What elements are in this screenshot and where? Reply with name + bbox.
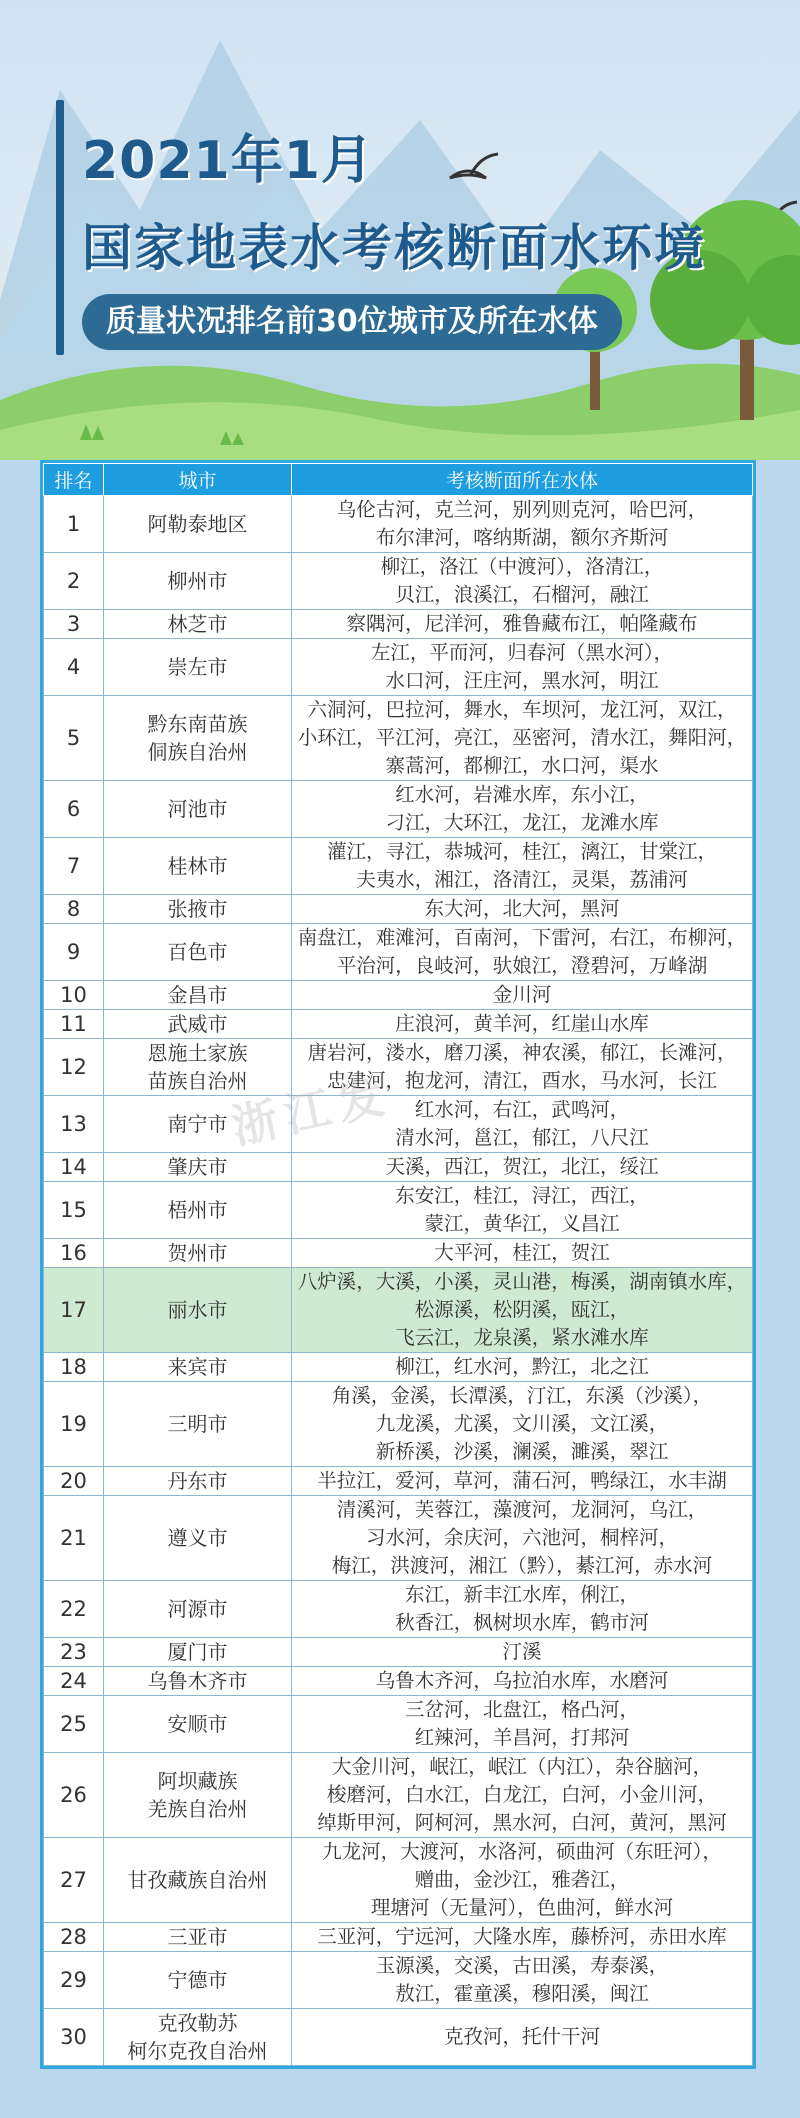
table-row xyxy=(44,610,753,639)
rank-cell: 24 xyxy=(44,1667,104,1696)
city-cell: 武威市 xyxy=(104,1010,292,1039)
city-cell: 三亚市 xyxy=(104,1923,292,1952)
city-cell: 丹东市 xyxy=(104,1467,292,1496)
title-accent-bar xyxy=(56,100,64,355)
rank-cell: 18 xyxy=(44,1353,104,1382)
city-cell: 遵义市 xyxy=(104,1496,292,1581)
water-body-cell: 三岔河，北盘江，格凸河， 红辣河，羊昌河，打邦河 xyxy=(292,1696,753,1753)
rank-cell: 9 xyxy=(44,924,104,981)
water-body-cell: 红水河，右江，武鸣河， 清水河，邕江，郁江，八尺江 xyxy=(292,1096,753,1153)
table-row xyxy=(44,1496,753,1581)
table-row xyxy=(44,1268,753,1353)
table-row xyxy=(44,895,753,924)
table-row xyxy=(44,1667,753,1696)
city-cell: 乌鲁木齐市 xyxy=(104,1667,292,1696)
city-cell: 厦门市 xyxy=(104,1638,292,1667)
rank-cell: 29 xyxy=(44,1952,104,2009)
rank-cell: 5 xyxy=(44,696,104,781)
water-body-cell: 庄浪河，黄羊河，红崖山水库 xyxy=(292,1010,753,1039)
water-body-cell: 东大河，北大河，黑河 xyxy=(292,895,753,924)
table-row xyxy=(44,1923,753,1952)
water-body-cell: 大平河，桂江，贺江 xyxy=(292,1239,753,1268)
water-body-cell: 柳江，红水河，黔江，北之江 xyxy=(292,1353,753,1382)
water-body-cell: 天溪，西江，贺江，北江，绥江 xyxy=(292,1153,753,1182)
water-body-cell: 唐岩河，溇水，磨刀溪，神农溪，郁江，长滩河， 忠建河，抱龙河，清江，酉水，马水河，长江 xyxy=(292,1039,753,1096)
rank-cell: 23 xyxy=(44,1638,104,1667)
water-body-cell: 大金川河，岷江，岷江（内江），杂谷脑河， 梭磨河，白水江，白龙江，白河，小金川河， 绰斯甲河，阿柯河，黑水河，白河，黄河，黑河 xyxy=(292,1753,753,1838)
rank-cell: 25 xyxy=(44,1696,104,1753)
table-row xyxy=(44,781,753,838)
rank-cell: 4 xyxy=(44,639,104,696)
rank-cell: 3 xyxy=(44,610,104,639)
rank-cell: 22 xyxy=(44,1581,104,1638)
header-rank: 排名 xyxy=(44,464,104,496)
rank-cell: 2 xyxy=(44,553,104,610)
city-cell: 恩施土家族 苗族自治州 xyxy=(104,1039,292,1096)
rank-cell: 30 xyxy=(44,2009,104,2066)
rank-cell: 14 xyxy=(44,1153,104,1182)
table-row xyxy=(44,1153,753,1182)
water-body-cell: 克孜河，托什干河 xyxy=(292,2009,753,2066)
city-cell: 百色市 xyxy=(104,924,292,981)
rank-cell: 26 xyxy=(44,1753,104,1838)
table-row xyxy=(44,924,753,981)
table-row xyxy=(44,1838,753,1923)
water-body-cell: 八炉溪，大溪，小溪，灵山港，梅溪，湖南镇水库， 松源溪，松阴溪，瓯江， 飞云江，龙泉溪，紧水滩水库 xyxy=(292,1268,753,1353)
table-row xyxy=(44,696,753,781)
table-row xyxy=(44,1753,753,1838)
city-cell: 甘孜藏族自治州 xyxy=(104,1838,292,1923)
city-cell: 宁德市 xyxy=(104,1952,292,2009)
water-body-cell: 南盘江，难滩河，百南河，下雷河，右江，布柳河， 平治河，良岐河，驮娘江，澄碧河，万峰湖 xyxy=(292,924,753,981)
rank-cell: 16 xyxy=(44,1239,104,1268)
city-cell: 河源市 xyxy=(104,1581,292,1638)
rank-cell: 27 xyxy=(44,1838,104,1923)
city-cell: 河池市 xyxy=(104,781,292,838)
water-body-cell: 乌鲁木齐河，乌拉泊水库，水磨河 xyxy=(292,1667,753,1696)
water-body-cell: 金川河 xyxy=(292,981,753,1010)
water-body-cell: 红水河，岩滩水库，东小江， 刁江，大环江，龙江，龙滩水库 xyxy=(292,781,753,838)
city-cell: 桂林市 xyxy=(104,838,292,895)
rank-cell: 10 xyxy=(44,981,104,1010)
table-header-row xyxy=(44,464,753,496)
watermark: 浙江发 xyxy=(226,1067,397,1155)
city-cell: 崇左市 xyxy=(104,639,292,696)
city-cell: 柳州市 xyxy=(104,553,292,610)
table-row xyxy=(44,2009,753,2066)
city-cell: 金昌市 xyxy=(104,981,292,1010)
table-row xyxy=(44,553,753,610)
table-row xyxy=(44,1382,753,1467)
city-cell: 黔东南苗族 侗族自治州 xyxy=(104,696,292,781)
table-row xyxy=(44,1353,753,1382)
header-water: 考核断面所在水体 xyxy=(292,464,753,496)
page-subtitle: 质量状况排名前30位城市及所在水体 xyxy=(82,294,622,350)
water-body-cell: 左江，平而河，归春河（黑水河）， 水口河，汪庄河，黑水河，明江 xyxy=(292,639,753,696)
water-body-cell: 六洞河，巴拉河，舞水，车坝河，龙江河，双江， 小环江，平江河，亮江，巫密河，清水江，舞阳河， 寨蒿河，都柳江，水口河，渠水 xyxy=(292,696,753,781)
table-row xyxy=(44,1467,753,1496)
city-cell: 克孜勒苏 柯尔克孜自治州 xyxy=(104,2009,292,2066)
city-cell: 阿勒泰地区 xyxy=(104,496,292,553)
rank-cell: 19 xyxy=(44,1382,104,1467)
water-body-cell: 东安江，桂江，浔江，西江， 蒙江，黄华江，义昌江 xyxy=(292,1182,753,1239)
rank-cell: 17 xyxy=(44,1268,104,1353)
city-cell: 肇庆市 xyxy=(104,1153,292,1182)
rank-cell: 1 xyxy=(44,496,104,553)
city-cell: 梧州市 xyxy=(104,1182,292,1239)
rank-cell: 15 xyxy=(44,1182,104,1239)
rank-cell: 7 xyxy=(44,838,104,895)
table-row xyxy=(44,1952,753,2009)
table-row xyxy=(44,1696,753,1753)
water-body-cell: 九龙河，大渡河，水洛河，硕曲河（东旺河）， 赠曲，金沙江，雅砻江， 理塘河（无量河），色曲河，鲜水河 xyxy=(292,1838,753,1923)
ranking-table-container xyxy=(40,460,756,2069)
table-body xyxy=(44,496,753,2066)
water-body-cell: 角溪，金溪，长潭溪，汀江，东溪（沙溪）， 九龙溪，尤溪，文川溪，文江溪， 新桥溪，沙溪，澜溪，濉溪，翠江 xyxy=(292,1382,753,1467)
water-body-cell: 玉源溪，交溪，古田溪，寿泰溪， 敖江，霍童溪，穆阳溪，闽江 xyxy=(292,1952,753,2009)
ranking-table xyxy=(43,463,753,2066)
city-cell: 安顺市 xyxy=(104,1696,292,1753)
city-cell: 林芝市 xyxy=(104,610,292,639)
water-body-cell: 东江，新丰江水库，俐江， 秋香江，枫树坝水库，鹤市河 xyxy=(292,1581,753,1638)
page-title: 国家地表水考核断面水环境 xyxy=(82,219,706,277)
rank-cell: 8 xyxy=(44,895,104,924)
city-cell: 贺州市 xyxy=(104,1239,292,1268)
table-row xyxy=(44,838,753,895)
title-date: 2021年1月 xyxy=(82,131,374,191)
rank-cell: 12 xyxy=(44,1039,104,1096)
city-cell: 阿坝藏族 羌族自治州 xyxy=(104,1753,292,1838)
rank-cell: 11 xyxy=(44,1010,104,1039)
rank-cell: 20 xyxy=(44,1467,104,1496)
table-row xyxy=(44,639,753,696)
rank-cell: 21 xyxy=(44,1496,104,1581)
header-city: 城市 xyxy=(104,464,292,496)
rank-cell: 28 xyxy=(44,1923,104,1952)
table-row xyxy=(44,496,753,553)
water-body-cell: 察隅河，尼洋河，雅鲁藏布江，帕隆藏布 xyxy=(292,610,753,639)
hero-banner xyxy=(0,0,800,460)
table-row xyxy=(44,1239,753,1268)
water-body-cell: 半拉江，爱河，草河，蒲石河，鸭绿江，水丰湖 xyxy=(292,1467,753,1496)
rank-cell: 6 xyxy=(44,781,104,838)
city-cell: 张掖市 xyxy=(104,895,292,924)
water-body-cell: 三亚河，宁远河，大隆水库，藤桥河，赤田水库 xyxy=(292,1923,753,1952)
water-body-cell: 柳江，洛江（中渡河），洛清江， 贝江，浪溪江，石榴河，融江 xyxy=(292,553,753,610)
table-row xyxy=(44,1010,753,1039)
table-row xyxy=(44,1581,753,1638)
city-cell: 南宁市 xyxy=(104,1096,292,1153)
city-cell: 丽水市 xyxy=(104,1268,292,1353)
table-row xyxy=(44,981,753,1010)
city-cell: 三明市 xyxy=(104,1382,292,1467)
table-row xyxy=(44,1096,753,1153)
water-body-cell: 清溪河，芙蓉江，藻渡河，龙洞河，乌江， 习水河，余庆河，六池河，桐梓河， 梅江，洪渡河，湘江（黔），綦江河，赤水河 xyxy=(292,1496,753,1581)
table-row xyxy=(44,1039,753,1096)
table-row xyxy=(44,1182,753,1239)
rank-cell: 13 xyxy=(44,1096,104,1153)
table-row xyxy=(44,1638,753,1667)
water-body-cell: 灌江，寻江，恭城河，桂江，漓江，甘棠江， 夫夷水，湘江，洛清江，灵渠，荔浦河 xyxy=(292,838,753,895)
water-body-cell: 乌伦古河，克兰河，别列则克河，哈巴河， 布尔津河，喀纳斯湖，额尔齐斯河 xyxy=(292,496,753,553)
water-body-cell: 汀溪 xyxy=(292,1638,753,1667)
city-cell: 来宾市 xyxy=(104,1353,292,1382)
